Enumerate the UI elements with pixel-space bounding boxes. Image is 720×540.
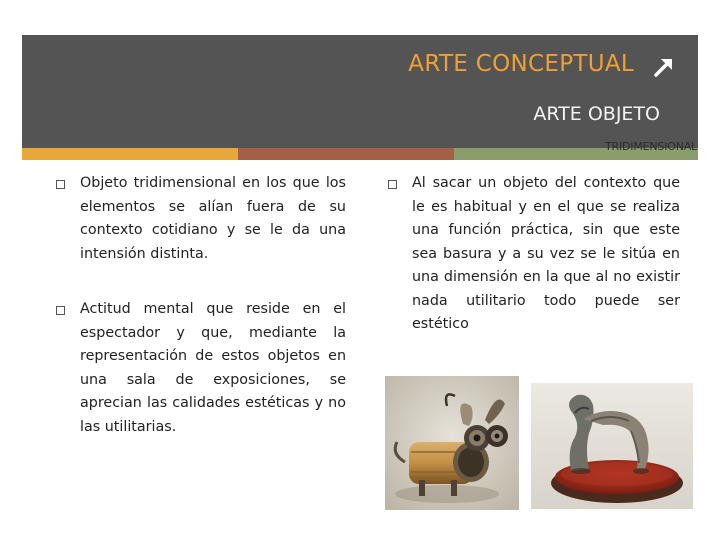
- bent-metal-sculpture-image: [531, 383, 693, 509]
- accent-stripe-orange: [22, 148, 238, 160]
- bullet-item: [56, 172, 346, 266]
- bullet-item: [388, 172, 680, 337]
- slide-subtitle: ARTE OBJETO: [533, 103, 660, 125]
- square-bullet-icon: [56, 306, 65, 315]
- left-column: [56, 172, 346, 439]
- bullet-item: [56, 298, 346, 439]
- bullet-text: Al sacar un objeto del contexto que le es habitual y en el que se realiza una función práctica, sin que este sea basura y a su vez se le sitúa en una dimensión en la que al no existir nada utilitario todo puede ser estético: [412, 175, 680, 332]
- bullet-text: Objeto tridimensional en los que los elementos se alían fuera de su contexto cotidiano y se le da una intensión distinta.: [80, 175, 346, 262]
- tridimensional-label: TRIDIMENSIONAL: [605, 140, 697, 153]
- accent-stripe-brown: [238, 148, 454, 160]
- scrap-metal-pig-sculpture-image: [385, 376, 519, 510]
- arrow-up-right-icon: [652, 55, 676, 79]
- slide-title: ARTE CONCEPTUAL: [408, 51, 634, 77]
- square-bullet-icon: [56, 180, 65, 189]
- square-bullet-icon: [388, 180, 397, 189]
- right-column: [388, 172, 680, 337]
- bullet-text: Actitud mental que reside en el espectador y que, mediante la representación de estos objetos en una sala de exposiciones, se aprecian las calidades estéticas y no las utilitarias.: [80, 301, 346, 435]
